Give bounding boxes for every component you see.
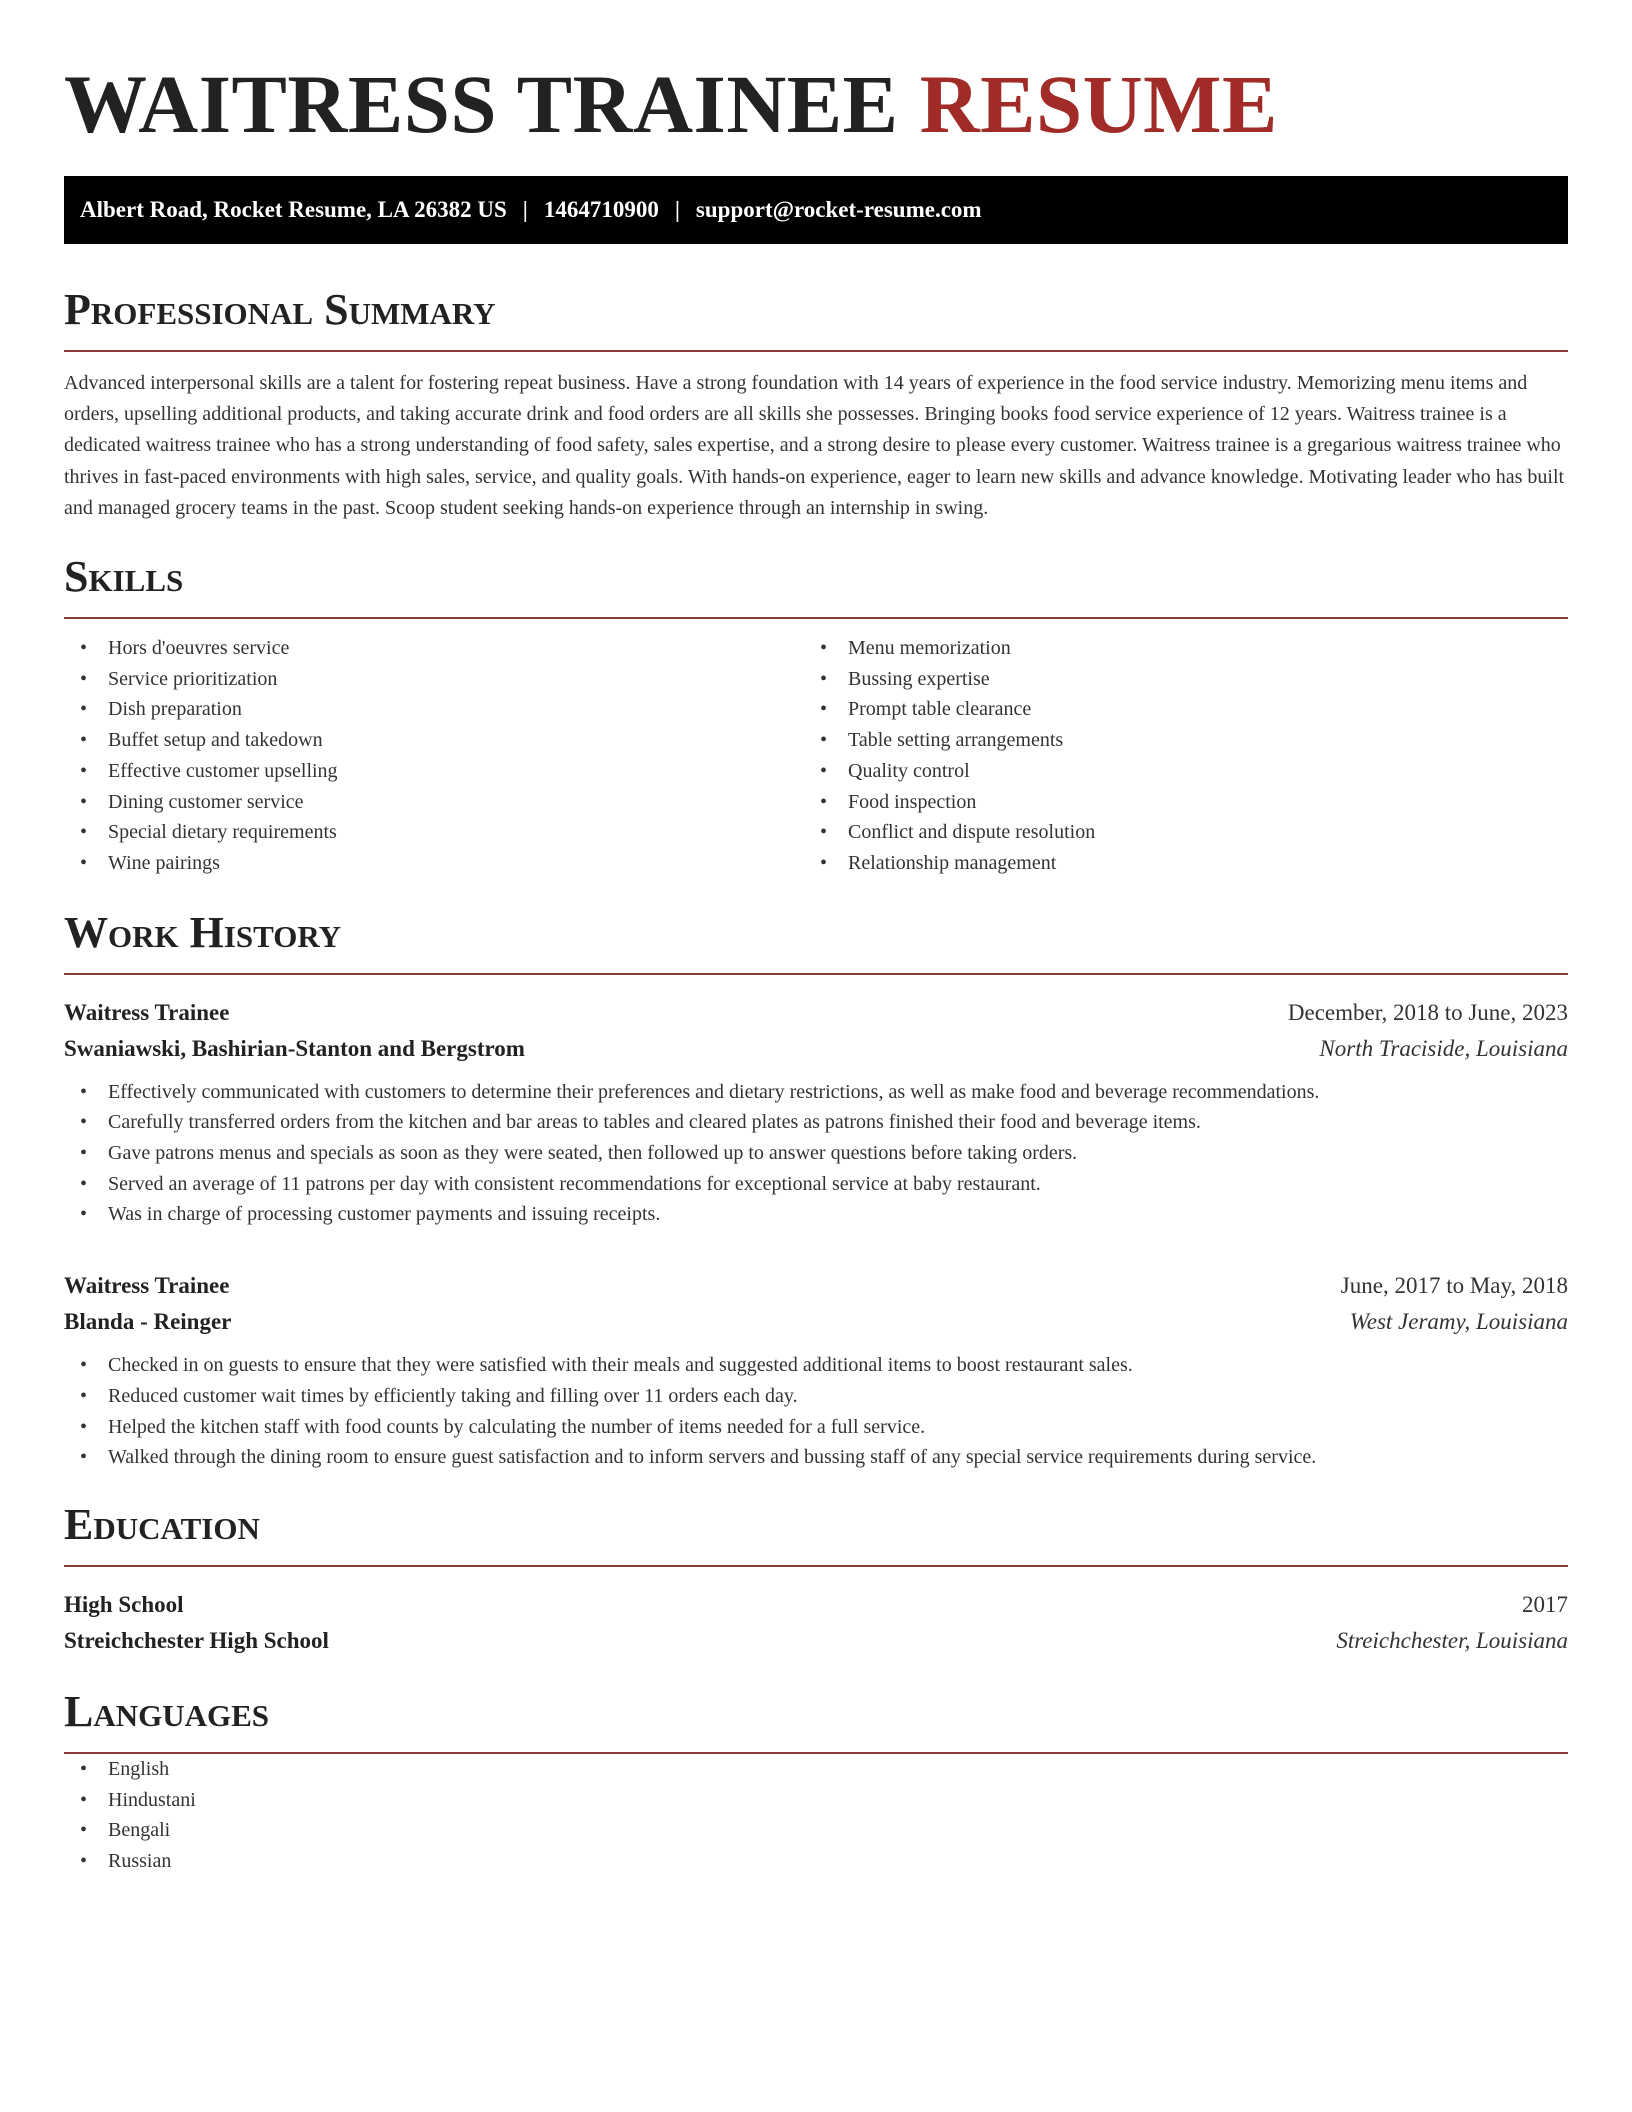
education-location: Streichchester, Louisiana [1336, 1627, 1568, 1653]
job-company: Swaniawski, Bashirian-Stanton and Bergstrom [64, 1035, 525, 1061]
job-entry [64, 995, 1568, 1231]
skill-item: • Dish preparation [64, 694, 804, 725]
skill-item: • Hors d'oeuvres service [64, 633, 804, 664]
job-bullet: • Walked through the dining room to ensure guest satisfaction and to inform servers and bussing staff of any special service requirements during service. [64, 1442, 1568, 1473]
skill-item: • Menu memorization [804, 633, 1568, 664]
job-company-row [64, 1304, 1568, 1340]
job-bullet: • Effectively communicated with customers to determine their preferences and dietary restrictions, as well as make food and beverage recommendations. [64, 1077, 1568, 1108]
resume-title [64, 58, 1568, 150]
education-entry [64, 1587, 1568, 1659]
education-year: 2017 [1522, 1591, 1568, 1617]
job-entry [64, 1268, 1568, 1473]
skill-item: • Conflict and dispute resolution [804, 817, 1568, 848]
job-bullet: • Helped the kitchen staff with food counts by calculating the number of items needed for a full service. [64, 1412, 1568, 1443]
languages-heading: Languages [64, 1686, 270, 1736]
job-bullet: • Gave patrons menus and specials as soon as they were seated, then followed up to answer questions before taking orders. [64, 1138, 1568, 1169]
job-company: Blanda - Reinger [64, 1309, 232, 1335]
skill-item: • Effective customer upselling [64, 756, 804, 787]
skills-heading: Skills [64, 552, 184, 602]
job-bullet: • Reduced customer wait times by efficiently taking and filling over 11 orders each day. [64, 1381, 1568, 1412]
job-dates: December, 2018 to June, 2023 [1287, 999, 1568, 1025]
education-degree: High School [64, 1591, 184, 1617]
job-title-row [64, 995, 1568, 1031]
language-item: • Russian [64, 1846, 1568, 1877]
skill-item: • Prompt table clearance [804, 694, 1568, 725]
work-history-section [64, 907, 1568, 1473]
contact-address: Albert Road, Rocket Resume, LA 26382 US [80, 197, 507, 222]
section-divider [64, 973, 1568, 975]
skills-list-left [64, 633, 804, 879]
skill-item: • Wine pairings [64, 848, 804, 879]
skill-item: • Table setting arrangements [804, 725, 1568, 756]
contact-separator: | [522, 197, 528, 222]
job-location: North Traciside, Louisiana [1319, 1035, 1568, 1061]
job-bullet: • Checked in on guests to ensure that they were satisfied with their meals and suggested additional items to boost restaurant sales. [64, 1350, 1568, 1381]
skill-item: • Bussing expertise [804, 664, 1568, 695]
job-title-row [64, 1268, 1568, 1304]
contact-separator: | [674, 197, 680, 222]
job-company-row [64, 1031, 1568, 1067]
skill-item: • Dining customer service [64, 787, 804, 818]
language-item: • English [64, 1754, 1568, 1785]
section-divider [64, 1565, 1568, 1567]
languages-list [64, 1754, 1568, 1877]
skills-section [64, 551, 1568, 879]
job-dates: June, 2017 to May, 2018 [1340, 1273, 1568, 1299]
skill-item: • Service prioritization [64, 664, 804, 695]
skill-item: • Quality control [804, 756, 1568, 787]
job-title: Waitress Trainee [64, 999, 230, 1025]
summary-heading: Professional Summary [64, 285, 496, 334]
education-school-row [64, 1623, 1568, 1659]
education-heading: Education [64, 1499, 260, 1549]
work-history-heading: Work History [64, 907, 342, 957]
summary-text: Advanced interpersonal skills are a talent for fostering repeat business. Have a strong foundation with 14 years of experience in the food service industry. Memorizing menu items and orders, upselling additional products, and taking accurate drink and food orders are all skills she possesses. Bringing books food service experience of 12 years. Waitress trainee is a dedicated waitress trainee who has a strong understanding of food safety, sales expertise, and a strong desire to please every customer. Waitress trainee is a gregarious waitress trainee who thrives in fast-paced environments with high sales, service, and quality goals. With hands-on experience, eager to learn new skills and advance knowledge. Motivating leader who has built and managed grocery teams in the past. Scoop student seeking hands-on experience through an internship in swing. [64, 372, 1565, 519]
resume-page [64, 0, 1568, 1877]
job-bullet: • Was in charge of processing customer payments and issuing receipts. [64, 1199, 1568, 1230]
section-divider [64, 617, 1568, 619]
job-title: Waitress Trainee [64, 1273, 230, 1299]
contact-email[interactable]: support@rocket-resume.com [695, 197, 982, 222]
resume-title-accent: RESUME [919, 58, 1278, 150]
contact-phone[interactable]: 1464710900 [543, 197, 659, 222]
education-school: Streichchester High School [64, 1627, 329, 1653]
job-bullet: • Served an average of 11 patrons per day with consistent recommendations for exceptional service at baby restaurant. [64, 1169, 1568, 1200]
skills-list-right [804, 633, 1568, 879]
contact-bar [64, 176, 1568, 244]
language-item: • Hindustani [64, 1785, 1568, 1816]
skill-item: • Special dietary requirements [64, 817, 804, 848]
education-degree-row [64, 1587, 1568, 1623]
job-location: West Jeramy, Louisiana [1349, 1309, 1568, 1335]
skill-item: • Food inspection [804, 787, 1568, 818]
section-divider [64, 350, 1568, 352]
language-item: • Bengali [64, 1815, 1568, 1846]
skills-columns [64, 633, 1568, 879]
resume-title-main: WAITRESS TRAINEE [64, 58, 899, 150]
job-bullets [64, 1350, 1568, 1473]
skill-item: • Buffet setup and takedown [64, 725, 804, 756]
summary-section [64, 284, 1568, 524]
skill-item: • Relationship management [804, 848, 1568, 879]
job-bullet: • Carefully transferred orders from the kitchen and bar areas to tables and cleared plates as patrons finished their food and beverage items. [64, 1107, 1568, 1138]
job-bullets [64, 1077, 1568, 1231]
languages-section [64, 1686, 1568, 1877]
education-section [64, 1499, 1568, 1659]
